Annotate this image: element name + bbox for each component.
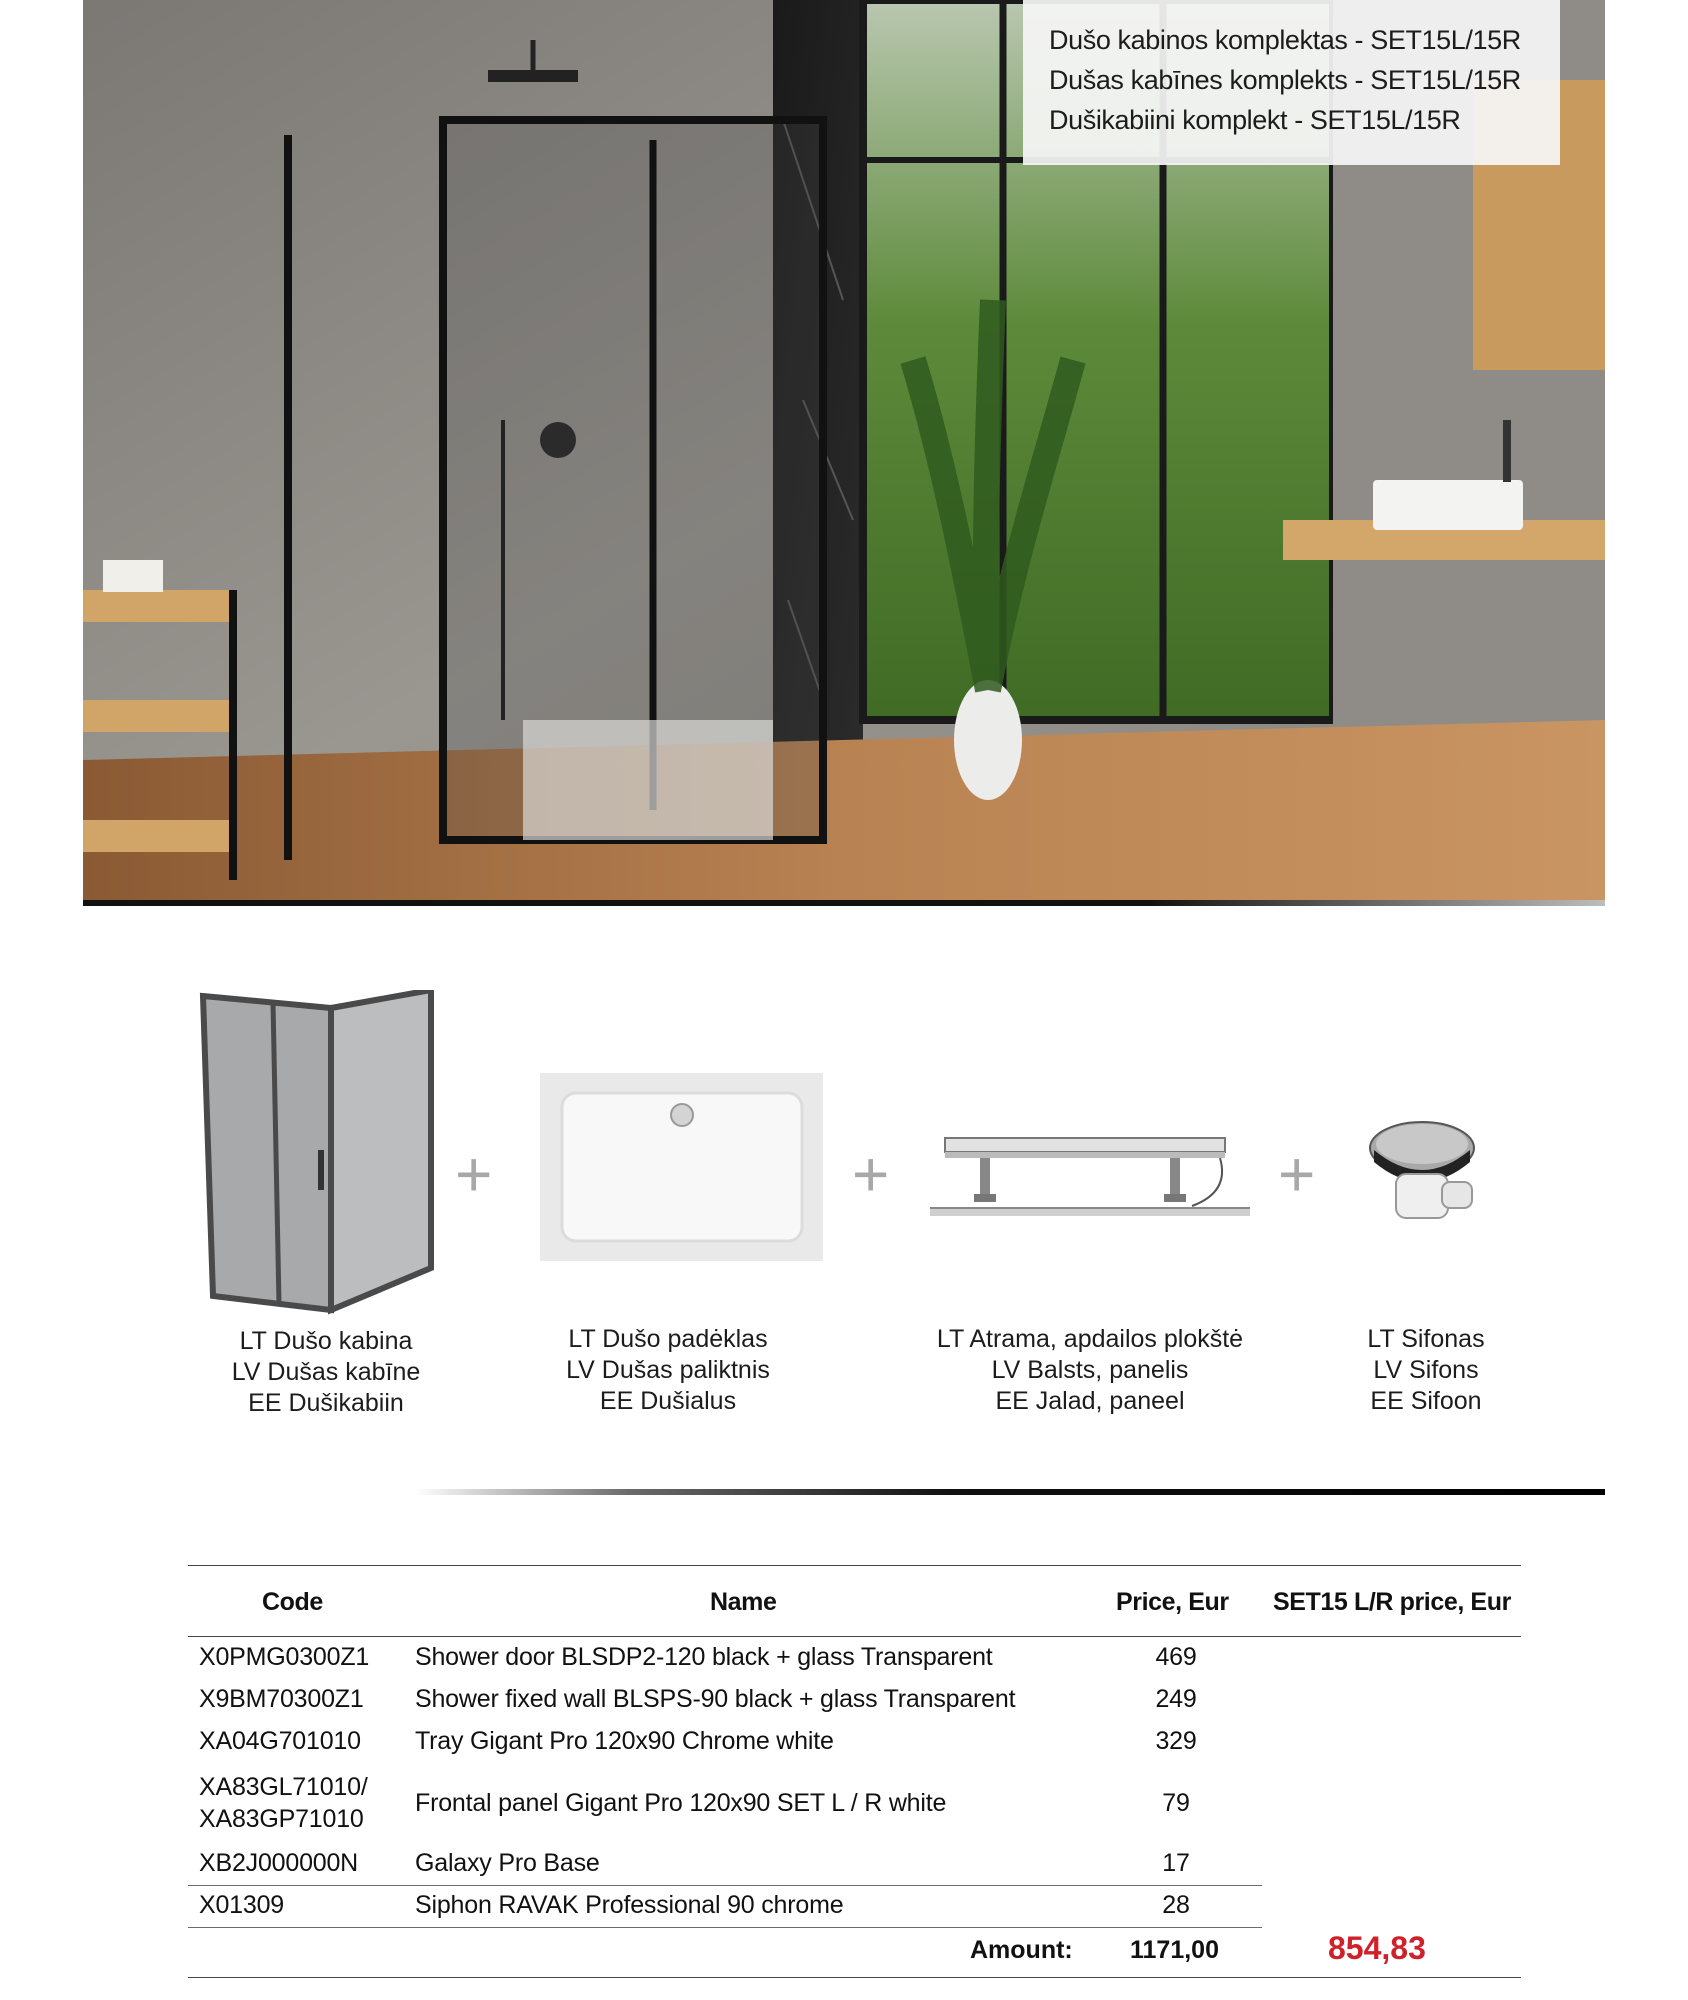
set-title-lt: Dušo kabinos komplektas - SET15L/15R xyxy=(1049,25,1521,55)
label-lv: LV Dušas kabīne xyxy=(231,1358,421,1386)
table-row-name: Tray Gigant Pro 120x90 Chrome white xyxy=(415,1727,834,1755)
table-row-name: Siphon RAVAK Professional 90 chrome xyxy=(415,1891,844,1919)
set-title-lv: Dušas kabīnes komplekts - SET15L/15R xyxy=(1049,65,1521,95)
product-label-tray xyxy=(528,1324,808,1417)
amount-total: 1171,00 xyxy=(1130,1936,1219,1964)
table-row-rule xyxy=(188,1927,1262,1928)
set-title-ee: Dušikabiini komplekt - SET15L/15R xyxy=(1049,105,1461,135)
table-row-code: X01309 xyxy=(199,1891,284,1919)
label-lv: LV Balsts, panelis xyxy=(991,1356,1189,1384)
table-row-price: 17 xyxy=(1162,1849,1190,1877)
product-label-frame xyxy=(905,1324,1275,1417)
label-ee: EE Sifoon xyxy=(1370,1387,1482,1415)
table-row-name: Shower door BLSDP2-120 black + glass Transparent xyxy=(415,1643,993,1671)
header-name: Name xyxy=(710,1588,777,1616)
label-lt: LT Dušo kabina xyxy=(239,1327,413,1355)
table-row-rule xyxy=(188,1885,1262,1886)
table-row-price: 249 xyxy=(1155,1685,1197,1713)
label-lt: LT Atrama, apdailos plokštė xyxy=(936,1325,1244,1353)
siphon-icon xyxy=(1368,1118,1486,1228)
label-lv: LV Sifons xyxy=(1373,1356,1479,1384)
table-row-code: XB2J000000N xyxy=(199,1849,359,1877)
set-title-box xyxy=(1023,0,1560,165)
table-row-price: 79 xyxy=(1162,1789,1190,1817)
table-bottom-rule xyxy=(188,1977,1521,1978)
plus-sign-3: + xyxy=(1278,1138,1316,1210)
table-row-code: XA83GL71010/ xyxy=(199,1773,368,1801)
header-set-price: SET15 L/R price, Eur xyxy=(1273,1588,1511,1616)
shower-enclosure-icon xyxy=(183,990,453,1320)
table-row-price: 329 xyxy=(1155,1727,1197,1755)
table-row-code: X9BM70300Z1 xyxy=(199,1685,364,1713)
section-divider xyxy=(415,1489,1605,1495)
table-row-code: X0PMG0300Z1 xyxy=(199,1643,370,1671)
header-price: Price, Eur xyxy=(1116,1588,1229,1616)
product-label-siphon xyxy=(1326,1324,1526,1417)
label-lv: LV Dušas paliktnis xyxy=(566,1356,770,1384)
label-lt: LT Sifonas xyxy=(1367,1325,1485,1353)
set-price-value: 854,83 xyxy=(1328,1930,1426,1966)
label-lt: LT Dušo padėklas xyxy=(568,1325,768,1353)
table-row-name: Galaxy Pro Base xyxy=(415,1849,600,1877)
table-row-name: Shower fixed wall BLSPS-90 black + glass Transparent xyxy=(415,1685,1016,1713)
label-ee: EE Dušikabiin xyxy=(248,1389,404,1417)
table-row-price: 28 xyxy=(1162,1891,1190,1919)
label-ee: EE Dušialus xyxy=(599,1387,737,1415)
plus-sign-2: + xyxy=(852,1138,890,1210)
table-row-code: XA04G701010 xyxy=(199,1727,361,1755)
table-row-price: 469 xyxy=(1155,1643,1197,1671)
amount-label: Amount: xyxy=(970,1936,1073,1964)
tray-frame-icon xyxy=(930,1132,1250,1224)
header-code: Code xyxy=(262,1588,323,1616)
hero-underline xyxy=(83,900,1605,906)
plus-sign-1: + xyxy=(455,1138,493,1210)
table-row-name: Frontal panel Gigant Pro 120x90 SET L / R white xyxy=(415,1789,947,1817)
table-row-code-line2: XA83GP71010 xyxy=(199,1805,364,1833)
label-ee: EE Jalad, paneel xyxy=(995,1387,1185,1415)
table-header-rule xyxy=(188,1636,1521,1637)
product-label-enclosure xyxy=(186,1326,466,1419)
shower-tray-icon xyxy=(540,1073,823,1261)
table-top-rule xyxy=(188,1565,1521,1566)
